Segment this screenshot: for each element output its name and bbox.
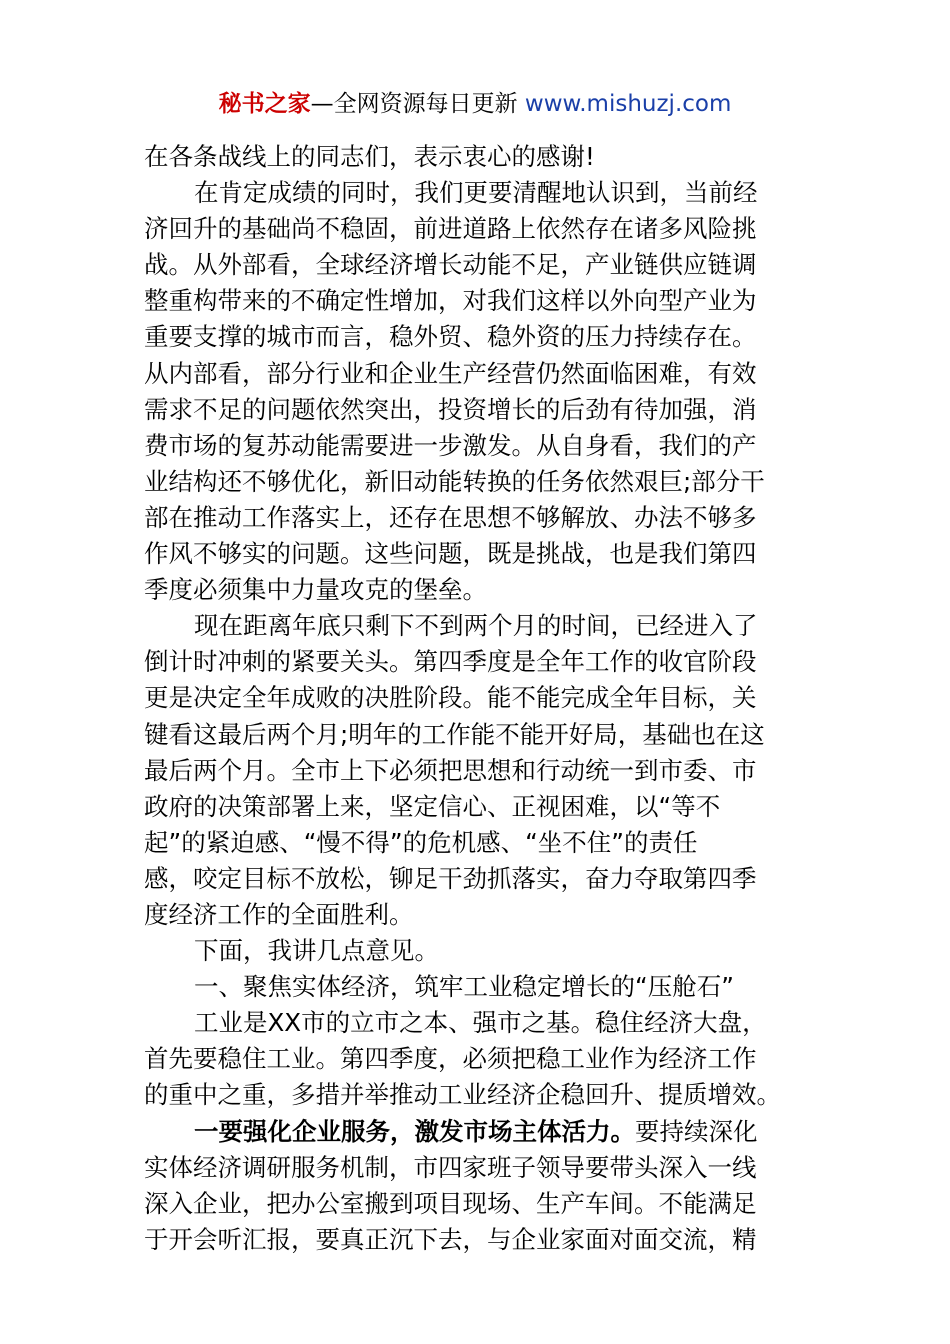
line-text: 首先要稳住工业。第四季度，必须把稳工业作为经济工作: [144, 1044, 757, 1074]
line-text: 政府的决策部署上来，坚定信心、正视困难，以“等不: [144, 791, 721, 821]
text-line: [144, 608, 810, 644]
bold-heading: 一要强化企业服务，激发市场主体活力。: [194, 1116, 635, 1146]
line-text: 战。从外部看，全球经济增长动能不足，产业链供应链调: [144, 250, 757, 280]
site-name: 秘书之家: [218, 91, 311, 117]
text-line: [144, 536, 810, 572]
line-text: 重要支撑的城市而言，稳外贸、稳外资的压力持续存在。: [144, 322, 757, 352]
text-line: [144, 680, 810, 716]
line-text: 倒计时冲刺的紧要关头。第四季度是全年工作的收官阶段: [144, 647, 757, 677]
line-text: 感，咬定目标不放松，铆足干劲抓落实，奋力夺取第四季: [144, 863, 757, 893]
text-line: [144, 789, 810, 825]
line-text: 于开会听汇报，要真正沉下去，与企业家面对面交流，精: [144, 1224, 757, 1254]
text-line: [144, 247, 810, 283]
line-text: 济回升的基础尚不稳固，前进道路上依然存在诸多风险挑: [144, 214, 757, 244]
text-line: [144, 500, 810, 536]
line-text: 需求不足的问题依然突出，投资增长的后劲有待加强，消: [144, 394, 757, 424]
text-line: [144, 1077, 810, 1113]
line-text: 一、聚焦实体经济，筑牢工业稳定增长的“压舱石”: [194, 972, 734, 1002]
text-line: [144, 1041, 810, 1077]
line-text: 起”的紧迫感、“慢不得”的危机感、“坐不住”的责任: [144, 827, 698, 857]
text-line: [144, 753, 810, 789]
line-text: 度经济工作的全面胜利。: [144, 899, 414, 929]
text-line: [144, 139, 810, 175]
line-text: 业结构还不够优化，新旧动能转换的任务依然艰巨;部分干: [144, 466, 765, 496]
line-text: 在肯定成绩的同时，我们更要清醒地认识到，当前经: [194, 178, 758, 208]
line-text: 部在推动工作落实上，还存在思想不够解放、办法不够多: [144, 502, 757, 532]
site-header: [0, 86, 950, 122]
line-text: 要持续深化: [635, 1116, 758, 1146]
text-line: [144, 897, 810, 933]
text-line: [144, 644, 810, 680]
text-line: [144, 1114, 810, 1150]
text-line: [144, 356, 810, 392]
site-tagline: —全网资源每日更新: [310, 91, 518, 117]
line-text: 的重中之重，多措并举推动工业经济企稳回升、提质增效。: [144, 1080, 781, 1110]
text-line: [144, 1186, 810, 1222]
line-text: 费市场的复苏动能需要进一步激发。从自身看，我们的产: [144, 430, 757, 460]
line-text: 整重构带来的不确定性增加，对我们这样以外向型产业为: [144, 286, 757, 316]
line-text: 现在距离年底只剩下不到两个月的时间，已经进入了: [194, 611, 758, 641]
text-line: [144, 572, 810, 608]
text-line: [144, 717, 810, 753]
site-url: www.mishuzj.com: [524, 91, 732, 117]
text-line: [144, 464, 810, 500]
line-text: 键看这最后两个月;明年的工作能不能开好局，基础也在这: [144, 719, 765, 749]
line-text: 最后两个月。全市上下必须把思想和行动统一到市委、市: [144, 755, 757, 785]
line-text: 下面，我讲几点意见。: [194, 936, 439, 966]
line-text: 更是决定全年成败的决胜阶段。能不能完成全年目标，关: [144, 683, 757, 713]
text-line: [144, 1222, 810, 1258]
text-line: [144, 283, 810, 319]
text-line: [144, 392, 810, 428]
text-line: [144, 1150, 810, 1186]
text-line: [144, 175, 810, 211]
text-line: [144, 861, 810, 897]
line-text: 在各条战线上的同志们，表示衷心的感谢!: [144, 142, 595, 171]
text-line: [144, 969, 810, 1005]
text-line: [144, 933, 810, 969]
line-text: 深入企业，把办公室搬到项目现场、生产车间。不能满足: [144, 1188, 757, 1218]
line-text: 工业是XX市的立市之本、强市之基。稳住经济大盘，: [194, 1008, 767, 1038]
text-line: [144, 211, 810, 247]
line-text: 季度必须集中力量攻克的堡垒。: [144, 575, 487, 605]
text-line: [144, 428, 810, 464]
text-line: [144, 825, 810, 861]
line-text: 作风不够实的问题。这些问题，既是挑战，也是我们第四: [144, 539, 757, 569]
text-line: [144, 319, 810, 355]
line-text: 从内部看，部分行业和企业生产经营仍然面临困难，有效: [144, 358, 757, 388]
line-text: 实体经济调研服务机制，市四家班子领导要带头深入一线: [144, 1152, 757, 1182]
document-body: [144, 139, 810, 1258]
text-line: [144, 1005, 810, 1041]
